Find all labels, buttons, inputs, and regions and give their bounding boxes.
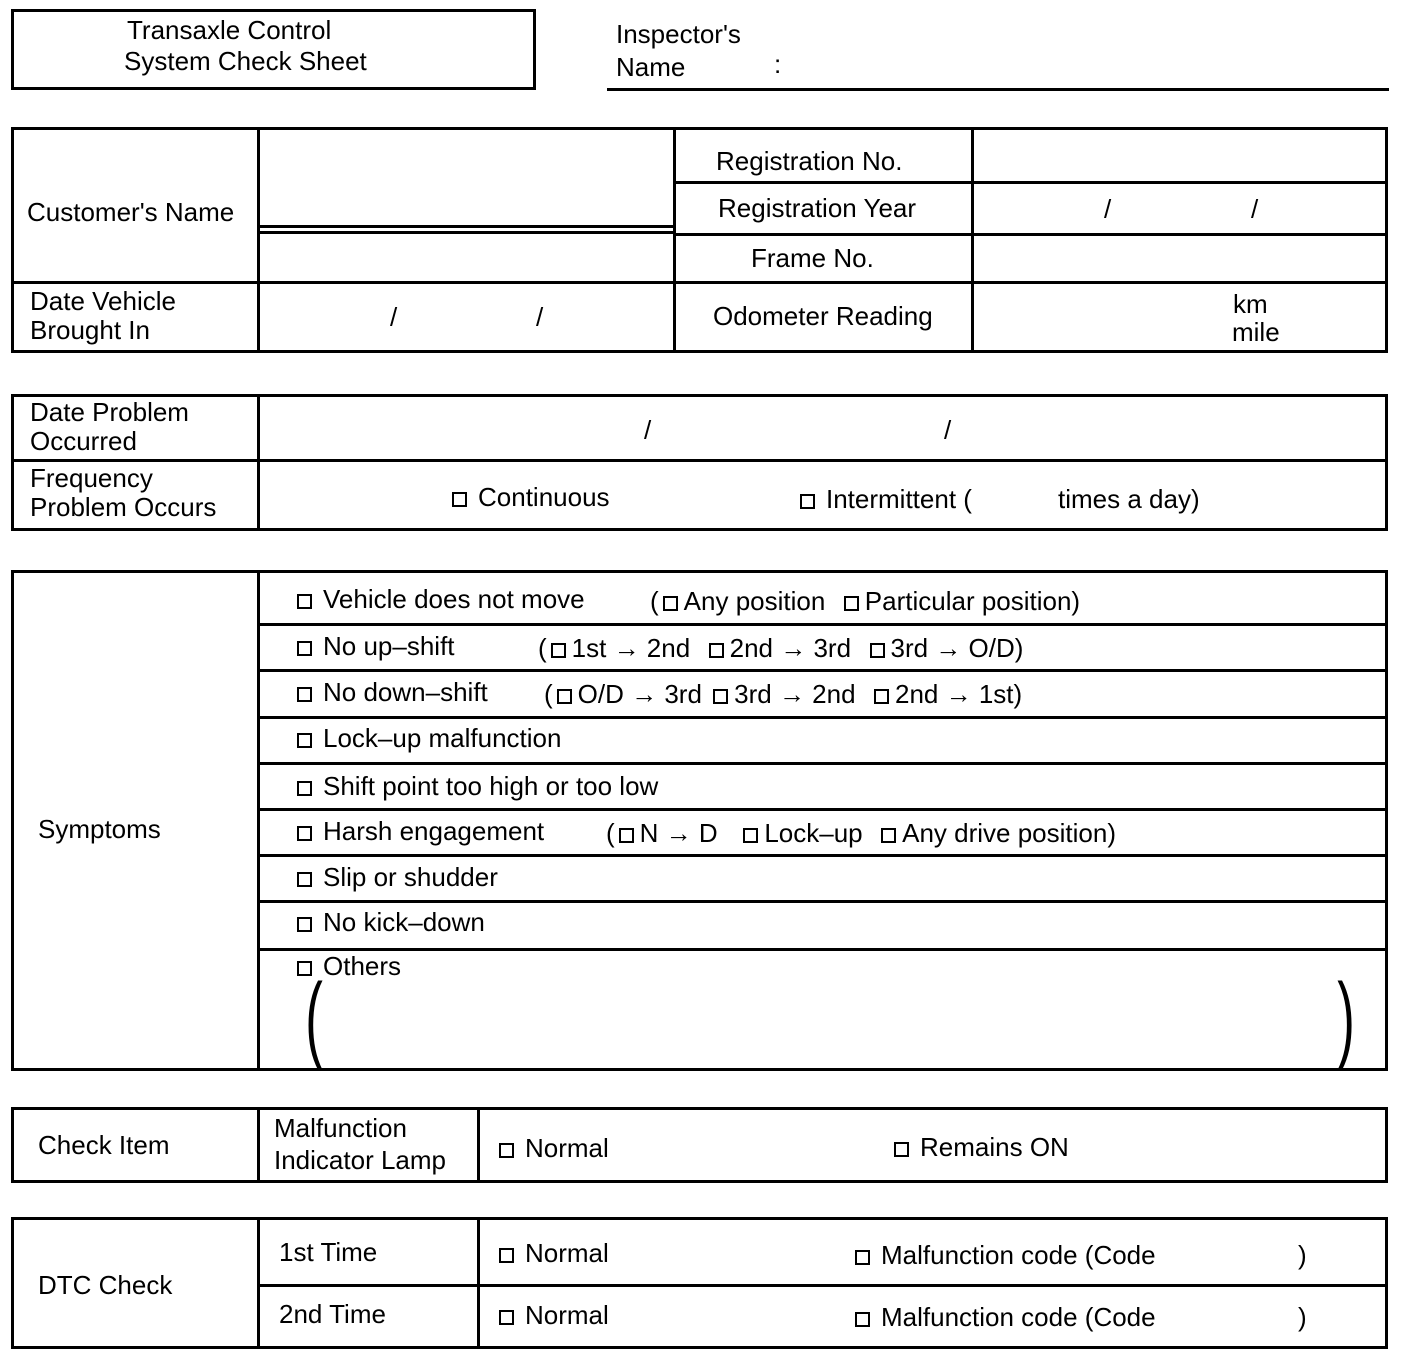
registration-year-field[interactable]: [975, 184, 1385, 232]
dtc-second-malfunction-text: Malfunction code (Code: [881, 1302, 1156, 1332]
date-problem-line2: Occurred: [30, 426, 137, 456]
lockup-malfunction-checkbox[interactable]: [297, 733, 312, 748]
dtc-second-normal-checkbox[interactable]: [499, 1310, 514, 1325]
symptom-slip-shudder[interactable]: [297, 863, 498, 891]
downshift-od-3-checkbox[interactable]: [557, 689, 572, 704]
upshift-2-3-checkbox[interactable]: [709, 643, 724, 658]
downshift-2-1-text: 2nd → 1st): [895, 679, 1023, 709]
upshift-1-2-checkbox[interactable]: [551, 643, 566, 658]
others-text-field[interactable]: [340, 985, 1330, 1060]
no-upshift-checkbox[interactable]: [297, 641, 312, 656]
mil-remains-on-text: Remains ON: [920, 1132, 1069, 1162]
no-move-checkbox[interactable]: [297, 594, 312, 609]
frame-no-label: Frame No.: [751, 243, 874, 273]
date-brought-in-line2: Brought In: [30, 315, 150, 345]
any-position-text: Any position: [683, 586, 826, 616]
dtc-first-normal-checkbox[interactable]: [499, 1248, 514, 1263]
symptom-no-downshift[interactable]: [297, 678, 488, 706]
registration-no-field[interactable]: [975, 130, 1385, 180]
n-to-d-checkbox[interactable]: [619, 828, 634, 843]
odometer-label: Odometer Reading: [713, 301, 933, 331]
symptom-lockup-malfunction[interactable]: [297, 724, 561, 752]
odometer-unit-km: km: [1233, 289, 1268, 319]
upshift-3-od-text: 3rd → O/D): [890, 633, 1024, 663]
no-move-text: Vehicle does not move: [323, 584, 585, 614]
mil-label: [274, 1112, 446, 1176]
no-upshift-text: No up–shift: [323, 631, 455, 661]
mil-normal-text: Normal: [525, 1133, 609, 1163]
customer-name-label: Customer's Name: [27, 197, 235, 227]
frequency-line1: Frequency: [30, 463, 153, 493]
dtc-check-label: DTC Check: [38, 1270, 173, 1300]
frequency-label: [30, 464, 216, 522]
mil-line1: Malfunction: [274, 1113, 407, 1143]
date-problem-occurred-label: [30, 398, 189, 456]
no-upshift-options: [538, 634, 1023, 662]
no-kickdown-text: No kick–down: [323, 907, 485, 937]
customer-name-field[interactable]: [262, 130, 670, 225]
check-item-section: [11, 1107, 1388, 1183]
shift-point-text: Shift point too high or too low: [323, 771, 659, 801]
frequency-continuous-option[interactable]: [452, 483, 610, 511]
n-to-d-text: N → D: [639, 818, 718, 848]
registration-year-label: Registration Year: [718, 193, 917, 223]
downshift-3-2-text: 3rd → 2nd: [734, 679, 856, 709]
upshift-2-3-text: 2nd → 3rd: [729, 633, 852, 663]
dtc-first-malfunction-text: Malfunction code (Code: [881, 1240, 1156, 1270]
date-problem-sep-2: /: [944, 415, 952, 445]
lockup-malfunction-text: Lock–up malfunction: [323, 723, 562, 753]
dtc-second-malfunction-checkbox[interactable]: [855, 1312, 870, 1327]
particular-position-checkbox[interactable]: [844, 596, 859, 611]
slip-shudder-text: Slip or shudder: [323, 862, 498, 892]
registration-year-sep-1: /: [1104, 194, 1112, 224]
harsh-engagement-checkbox[interactable]: [297, 826, 312, 841]
check-item-label: Check Item: [38, 1130, 170, 1160]
dtc-first-close: ): [1298, 1240, 1307, 1270]
date-problem-sep-1: /: [644, 415, 652, 445]
dtc-first-code-field[interactable]: [1185, 1238, 1295, 1274]
intermittent-text: Intermittent (: [826, 484, 972, 514]
slip-shudder-checkbox[interactable]: [297, 872, 312, 887]
dtc-second-malfunction-option[interactable]: [855, 1303, 1156, 1331]
symptoms-label: Symptoms: [38, 814, 161, 844]
any-position-checkbox[interactable]: [663, 596, 678, 611]
harsh-lockup-text: Lock–up: [764, 818, 863, 848]
symptom-harsh-engagement[interactable]: [297, 817, 544, 845]
date-brought-in-field[interactable]: [262, 285, 670, 350]
dtc-first-malfunction-option[interactable]: [855, 1241, 1156, 1269]
times-a-day-text: times a day): [1058, 484, 1200, 514]
date-brought-in-sep-1: /: [390, 302, 398, 332]
mil-remains-on-option[interactable]: [894, 1133, 1069, 1161]
inspector-label-line1: Inspector's: [616, 19, 741, 49]
odometer-unit-mile: mile: [1232, 317, 1280, 347]
mil-normal-option[interactable]: [499, 1134, 609, 1162]
paren-open: (: [538, 633, 547, 663]
date-problem-line1: Date Problem: [30, 397, 189, 427]
symptom-no-upshift[interactable]: [297, 632, 455, 660]
title-line2: System Check Sheet: [124, 46, 367, 76]
no-downshift-text: No down–shift: [323, 677, 488, 707]
inspector-colon: :: [774, 49, 782, 79]
harsh-engagement-text: Harsh engagement: [323, 816, 545, 846]
harsh-lockup-checkbox[interactable]: [743, 828, 758, 843]
no-downshift-checkbox[interactable]: [297, 687, 312, 702]
harsh-engagement-options: [606, 819, 1116, 847]
dtc-second-time-label: 2nd Time: [279, 1299, 386, 1329]
others-text: Others: [323, 951, 402, 981]
frequency-intermittent-option[interactable]: [800, 485, 972, 513]
paren-open: (: [650, 586, 659, 616]
upshift-3-od-checkbox[interactable]: [870, 643, 885, 658]
date-brought-in-line1: Date Vehicle: [30, 286, 176, 316]
dtc-first-time-label: 1st Time: [279, 1237, 378, 1267]
no-move-options: [650, 587, 1080, 615]
particular-position-text: Particular position): [864, 586, 1081, 616]
no-kickdown-checkbox[interactable]: [297, 917, 312, 932]
registration-no-label: Registration No.: [716, 146, 903, 176]
date-brought-in-label: [30, 287, 176, 345]
dtc-first-malfunction-checkbox[interactable]: [855, 1250, 870, 1265]
mil-normal-checkbox[interactable]: [499, 1143, 514, 1158]
symptom-shift-point[interactable]: [297, 772, 658, 800]
dtc-first-normal-text: Normal: [525, 1238, 609, 1268]
odometer-field[interactable]: [975, 285, 1385, 350]
mil-line2: Indicator Lamp: [274, 1145, 446, 1175]
dtc-second-normal-text: Normal: [525, 1300, 609, 1330]
dtc-second-normal-option[interactable]: [499, 1301, 609, 1329]
downshift-od-3-text: O/D → 3rd: [577, 679, 702, 709]
any-drive-position-checkbox[interactable]: [881, 828, 896, 843]
symptom-no-move[interactable]: [297, 585, 585, 613]
date-brought-in-sep-2: /: [536, 302, 544, 332]
paren-open: (: [606, 818, 615, 848]
no-downshift-options: [544, 680, 1022, 708]
inspector-name-line[interactable]: [607, 88, 1389, 91]
intermittent-checkbox[interactable]: [800, 494, 815, 509]
any-drive-position-text: Any drive position): [902, 818, 1116, 848]
symptom-no-kickdown[interactable]: [297, 908, 485, 936]
shift-point-checkbox[interactable]: [297, 781, 312, 796]
others-paren-close: ): [1337, 964, 1355, 1071]
dtc-check-section: [11, 1217, 1388, 1349]
dtc-second-close: ): [1298, 1302, 1307, 1332]
frequency-line2: Problem Occurs: [30, 492, 217, 522]
upshift-1-2-text: 1st → 2nd: [571, 633, 691, 663]
continuous-checkbox[interactable]: [452, 492, 467, 507]
date-problem-occurred-field[interactable]: [262, 398, 1384, 458]
registration-year-sep-2: /: [1251, 194, 1259, 224]
frame-no-field[interactable]: [975, 236, 1385, 281]
dtc-first-normal-option[interactable]: [499, 1239, 609, 1267]
mil-remains-on-checkbox[interactable]: [894, 1142, 909, 1157]
downshift-2-1-checkbox[interactable]: [874, 689, 889, 704]
dtc-second-code-field[interactable]: [1185, 1300, 1295, 1336]
others-paren-open: (: [305, 964, 323, 1071]
paren-open: (: [544, 679, 553, 709]
downshift-3-2-checkbox[interactable]: [713, 689, 728, 704]
continuous-text: Continuous: [478, 482, 610, 512]
inspector-label-line2: Name: [616, 52, 686, 82]
title-line1: Transaxle Control: [127, 15, 332, 45]
